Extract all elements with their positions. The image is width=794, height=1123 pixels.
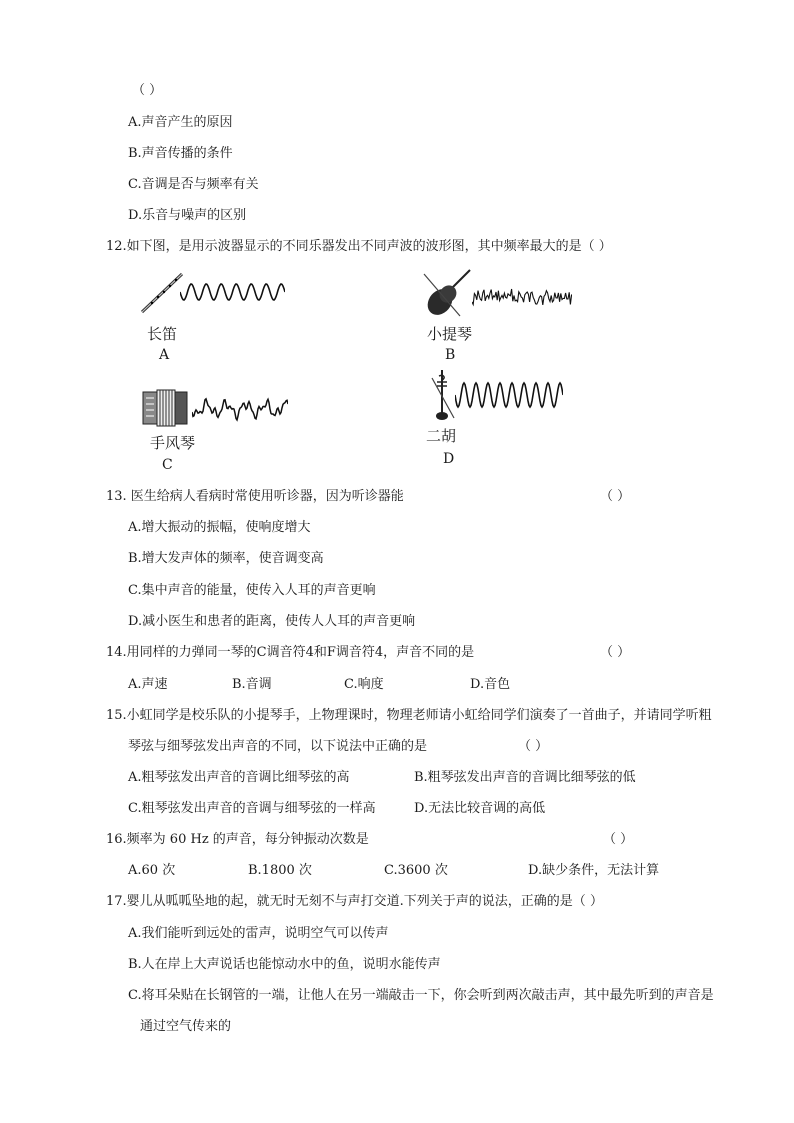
q15-option-d: D.无法比较音调的高低 xyxy=(414,801,546,816)
erhu-waveform xyxy=(455,378,563,412)
q15-answer-blank[interactable]: （ ） xyxy=(518,739,549,754)
q15-option-a: A.粗琴弦发出声音的音调比细琴弦的高 xyxy=(128,770,350,785)
q11-answer-blank[interactable]: （ ） xyxy=(132,83,163,98)
q15-option-c: C.粗琴弦发出声音的音调与细琴弦的一样高 xyxy=(128,801,376,816)
flute-icon xyxy=(140,270,185,314)
q11-option-c: C.音调是否与频率有关 xyxy=(128,177,259,192)
q16-option-b: B.1800 次 xyxy=(248,863,312,878)
q17-option-c-continued: 通过空气传来的 xyxy=(140,1019,232,1034)
instrument-label-a: 长笛 xyxy=(147,325,178,343)
q16-option-c: C.3600 次 xyxy=(384,863,448,878)
q15-stem-line1: 15.小虹同学是校乐队的小提琴手，上物理课时，物理老师请小虹给同学们演奏了一首曲子，并请同学听粗 xyxy=(106,708,712,723)
q13-option-a: A.增大振动的振幅，使响度增大 xyxy=(128,520,311,535)
q15-stem-line2: 琴弦与细琴弦发出声音的不同，以下说法中正确的是 xyxy=(128,739,428,754)
instrument-letter-b: B xyxy=(445,347,456,363)
violin-waveform xyxy=(472,286,572,308)
q14-answer-blank[interactable]: （ ） xyxy=(600,645,631,660)
q16-stem: 16.频率为 60 Hz 的声音，每分钟振动次数是 xyxy=(106,832,369,847)
instrument-letter-d: D xyxy=(443,451,455,467)
instrument-label-b: 小提琴 xyxy=(427,325,473,343)
q13-option-c: C.集中声音的能量，使传入人耳的声音更响 xyxy=(128,583,376,598)
instrument-letter-c: C xyxy=(162,457,173,473)
q16-option-a: A.60 次 xyxy=(128,863,176,878)
q13-answer-blank[interactable]: （ ） xyxy=(600,489,631,504)
q14-option-a: A.声速 xyxy=(128,677,168,692)
q17-option-b: B.人在岸上大声说话也能惊动水中的鱼，说明水能传声 xyxy=(128,957,441,972)
accordion-waveform xyxy=(192,394,288,424)
q11-option-b: B.声音传播的条件 xyxy=(128,146,233,161)
q14-option-d: D.音色 xyxy=(470,677,511,692)
q14-option-c: C.响度 xyxy=(344,677,384,692)
instrument-label-d: 二胡 xyxy=(426,427,457,445)
violin-icon xyxy=(420,268,475,320)
erhu-icon xyxy=(428,368,458,424)
q15-option-b: B.粗琴弦发出声音的音调比细琴弦的低 xyxy=(414,770,636,785)
q13-option-d: D.减小医生和患者的距离，使传人人耳的声音更响 xyxy=(128,614,416,629)
q11-option-a: A.声音产生的原因 xyxy=(128,115,233,130)
q16-option-d: D.缺少条件，无法计算 xyxy=(528,863,660,878)
instrument-label-c: 手风琴 xyxy=(150,434,196,452)
instrument-letter-a: A xyxy=(159,347,170,363)
q13-stem: 13. 医生给病人看病时常使用听诊器，因为听诊器能 xyxy=(106,489,404,504)
q16-answer-blank[interactable]: （ ） xyxy=(603,832,634,847)
q17-option-a: A.我们能听到远处的雷声，说明空气可以传声 xyxy=(128,926,389,941)
q14-stem: 14.用同样的力弹同一琴的C调音符4和F调音符4，声音不同的是 xyxy=(106,645,475,660)
accordion-icon xyxy=(141,388,189,428)
q14-option-b: B.音调 xyxy=(232,677,272,692)
flute-waveform xyxy=(180,279,285,305)
q11-option-d: D.乐音与噪声的区别 xyxy=(128,208,247,223)
q12-stem: 12.如下图，是用示波器显示的不同乐器发出不同声波的波形图，其中频率最大的是（ ） xyxy=(106,239,612,254)
q17-stem: 17.婴儿从呱呱坠地的起，就无时无刻不与声打交道.下列关于声的说法，正确的是（ ） xyxy=(106,894,603,909)
q17-option-c: C.将耳朵贴在长钢管的一端，让他人在另一端敲击一下，你会听到两次敲击声，其中最先听到的声音是 xyxy=(128,988,714,1003)
q13-option-b: B.增大发声体的频率，使音调变高 xyxy=(128,551,324,566)
